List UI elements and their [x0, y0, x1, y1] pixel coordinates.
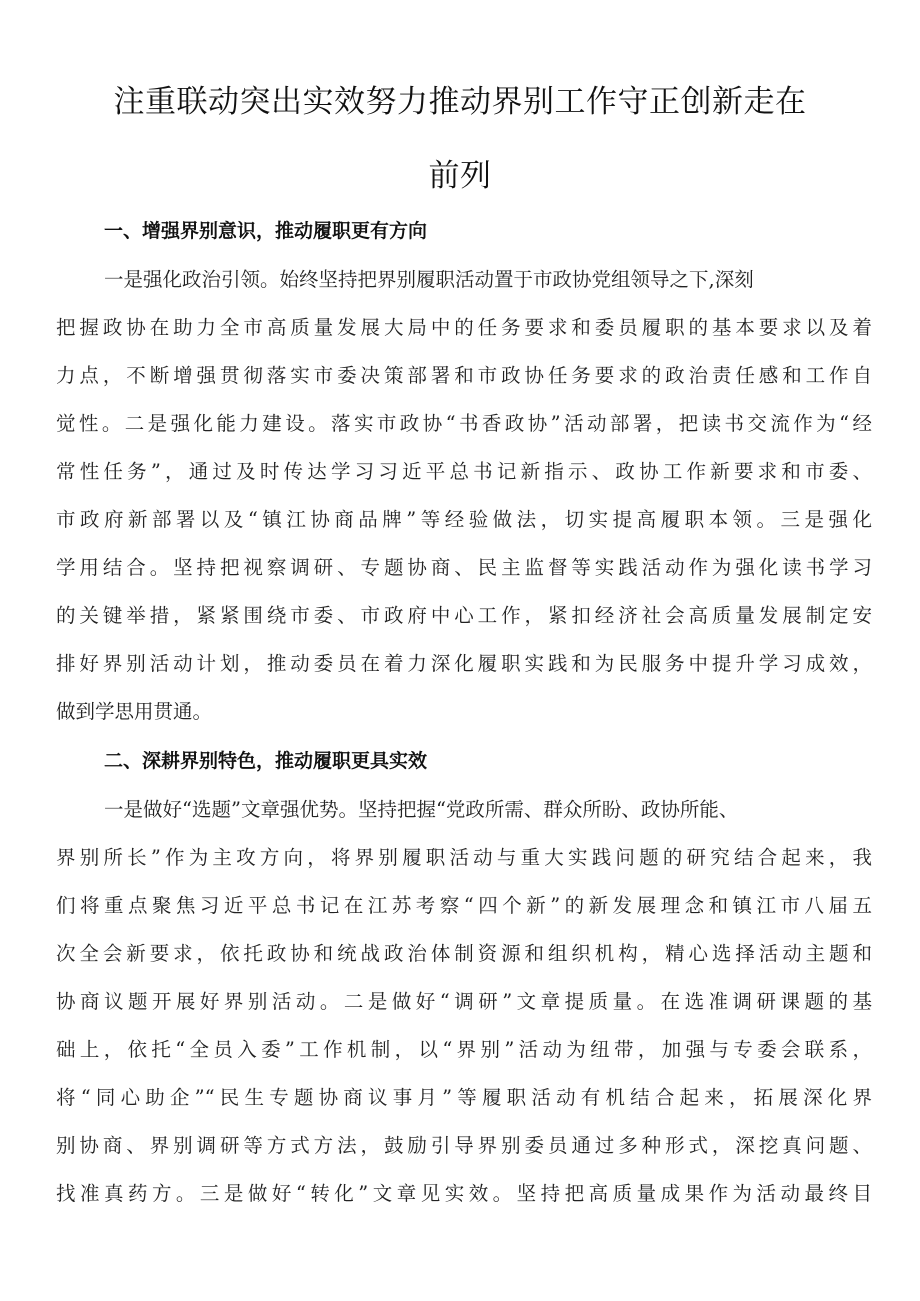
paragraph-line: 的关键举措，紧紧围绕市委、市政府中心工作，紧扣经济社会高质量发展制定安 [56, 604, 872, 627]
paragraph-line: 市政府新部署以及“镇江协商品牌”等经验做法，切实提高履职本领。三是强化 [56, 508, 872, 531]
section-2-heading: 二、深耕界别特色，推动履职更具实效 [104, 750, 428, 772]
paragraph-line: 把握政协在助力全市高质量发展大局中的任务要求和委员履职的基本要求以及着 [56, 316, 872, 339]
paragraph-line: 们将重点聚焦习近平总书记在江苏考察“四个新”的新发展理念和镇江市八届五 [56, 894, 872, 917]
paragraph-line: 找准真药方。三是做好“转化”文章见实效。坚持把高质量成果作为活动最终目 [56, 1182, 872, 1205]
paragraph-line: 次全会新要求，依托政协和统战政治体制资源和组织机构，精心选择活动主题和 [56, 942, 872, 965]
paragraph-line: 别协商、界别调研等方式方法，鼓励引导界别委员通过多种形式，深挖真问题、 [56, 1134, 872, 1157]
document-title-line-2: 前列 [428, 158, 492, 194]
paragraph-line: 力点，不断增强贯彻落实市委决策部署和市政协任务要求的政治责任感和工作自 [56, 364, 872, 387]
document-title-line-1: 注重联动突出实效努力推动界别工作守正创新走在 [113, 84, 807, 120]
paragraph-line: 将“同心助企”“民生专题协商议事月”等履职活动有机结合起来，拓展深化界 [56, 1086, 872, 1109]
paragraph-line: 础上，依托“全员入委”工作机制，以“界别”活动为纽带，加强与专委会联系， [56, 1038, 872, 1061]
paragraph-line: 排好界别活动计划，推动委员在着力深化履职实践和为民服务中提升学习成效， [56, 652, 872, 675]
paragraph-line: 一是强化政治引领。始终坚持把界别履职活动置于市政协党组领导之下,深刻 [104, 268, 754, 291]
section-1-heading: 一、增强界别意识，推动履职更有方向 [104, 220, 428, 242]
paragraph-line: 协商议题开展好界别活动。二是做好“调研”文章提质量。在选准调研课题的基 [56, 990, 872, 1013]
paragraph-line: 界别所长”作为主攻方向，将界别履职活动与重大实践问题的研究结合起来，我 [56, 846, 872, 869]
paragraph-line: 常性任务”，通过及时传达学习习近平总书记新指示、政协工作新要求和市委、 [56, 460, 872, 483]
paragraph-line: 一是做好“选题”文章强优势。坚持把握“党政所需、群众所盼、政协所能、 [104, 798, 739, 821]
paragraph-line: 做到学思用贯通。 [56, 700, 213, 723]
paragraph-line: 学用结合。坚持把视察调研、专题协商、民主监督等实践活动作为强化读书学习 [56, 556, 872, 579]
paragraph-line: 觉性。二是强化能力建设。落实市政协“书香政协”活动部署，把读书交流作为“经 [56, 412, 872, 435]
